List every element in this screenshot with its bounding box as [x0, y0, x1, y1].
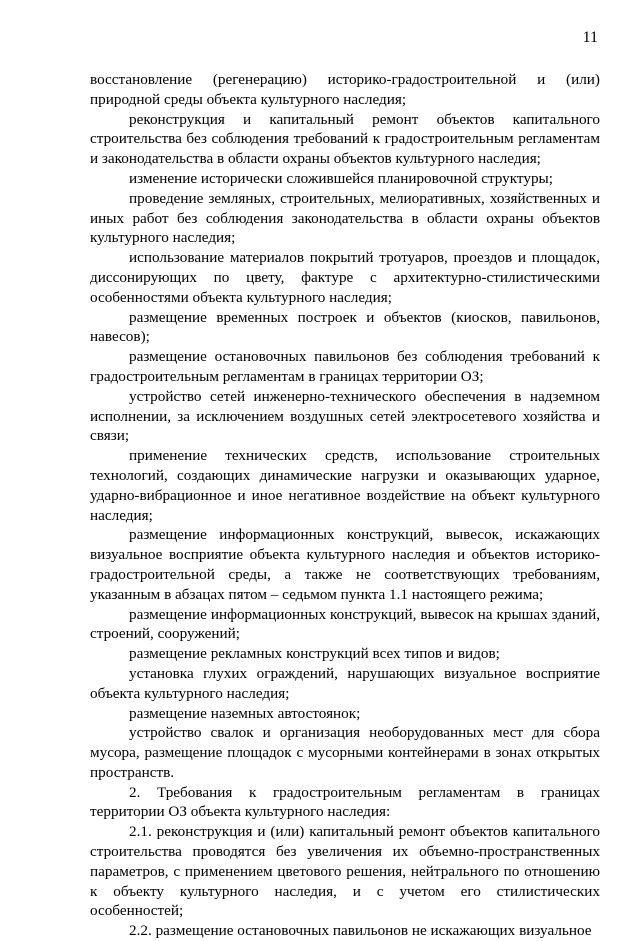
paragraph: размещение информационных конструкций, вывесок, искажающих визуальное восприятие объекта культурного наследия и объектов историко-градостроительной среды, а также не соответствующих требованиям, указанным в абзацах пятом – седьмом пункта 1.1 настоящего режима;	[90, 526, 600, 603]
document-body	[90, 70, 600, 941]
paragraph: 2.1. реконструкция и (или) капитальный ремонт объектов капитального строительства проводятся без увеличения их объемно-пространственных параметров, с применением цветового решения, нейтрального по отношению к объекту культурного наследия, и с учетом его стилистических особенностей;	[90, 823, 600, 920]
paragraph: устройство свалок и организация необорудованных мест для сбора мусора, размещение площадок с мусорными контейнерами в зонах открытых пространств.	[90, 724, 600, 781]
paragraph: установка глухих ограждений, нарушающих визуальное восприятие объекта культурного наследия;	[90, 664, 600, 702]
paragraph: 2.2. размещение остановочных павильонов не искажающих визуальное	[129, 922, 592, 940]
paragraph: размещение наземных автостоянок;	[129, 704, 361, 722]
paragraph: размещение рекламных конструкций всех типов и видов;	[129, 645, 500, 663]
paragraph: проведение земляных, строительных, мелиоративных, хозяйственных и иных работ без соблюдения законодательства в области охраны объектов культурного наследия;	[90, 189, 600, 247]
paragraph: устройство сетей инженерно-технического обеспечения в надземном исполнении, за исключением воздушных сетей электросетевого хозяйства и связи;	[90, 387, 600, 445]
paragraph: реконструкция и капитальный ремонт объектов капитального строительства без соблюдения требований к градостроительным регламентам и законодательства в области охраны объектов культурного наследия;	[90, 110, 600, 168]
paragraph: восстановление (регенерацию) историко-градостроительной и (или) природной среды объекта культурного наследия;	[90, 71, 600, 108]
paragraph: размещение временных построек и объектов (киосков, павильонов, навесов);	[90, 308, 600, 346]
paragraph: размещение остановочных павильонов без соблюдения требований к градостроительным регламентам в границах территории ОЗ;	[90, 348, 600, 385]
paragraph: использование материалов покрытий тротуаров, проездов и площадок, диссонирующих по цвету, фактуре с архитектурно-стилистическими особенностями объекта культурного наследия;	[90, 249, 600, 306]
paragraph: применение технических средств, использование строительных технологий, создающих динамические нагрузки и оказывающих ударное, ударно-вибрационное и иное негативное воздействие на объект культурного наследия;	[90, 447, 600, 524]
section-heading: 2. Требования к градостроительным регламентам в границах территории ОЗ объекта культурного наследия:	[90, 783, 600, 821]
page-number: 11	[582, 29, 598, 46]
paragraph: размещение информационных конструкций, вывесок на крышах зданий, строений, сооружений;	[90, 605, 600, 643]
paragraph: изменение исторически сложившейся планировочной структуры;	[129, 169, 553, 187]
